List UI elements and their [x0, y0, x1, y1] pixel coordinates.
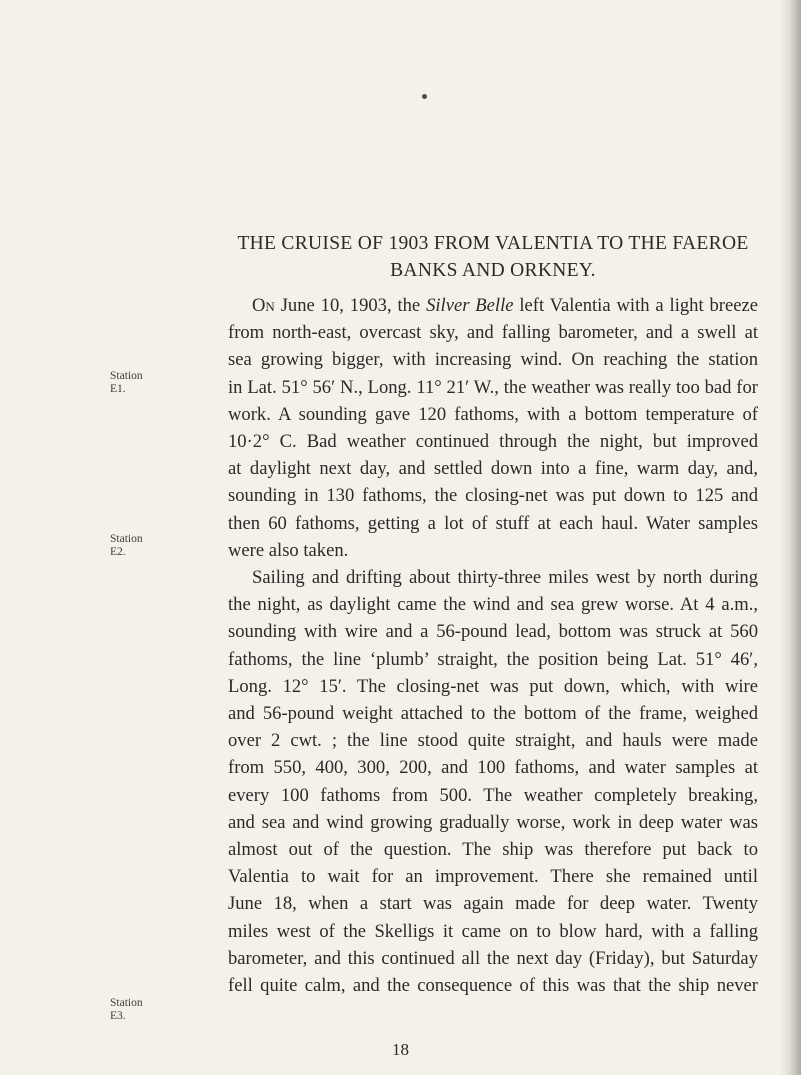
paragraph-1-line: sea growing bigger, with increasing wind. On reaching the station [228, 349, 758, 371]
paragraph-1-line: 10·2° C. Bad weather continued through the night, but improved [228, 431, 758, 453]
page-edge-shadow [779, 0, 801, 1075]
margin-note-station-e3 [110, 997, 158, 1022]
margin-note-label: Station [110, 997, 143, 1009]
margin-note-label: Station [110, 533, 143, 545]
paragraph-2-line: fathoms, the line ‘plumb’ straight, the position being Lat. 51° 46′, [228, 648, 758, 670]
paragraph-2-line: Sailing and drifting about thirty-three miles west by north during [252, 567, 758, 589]
paragraph-2-line: every 100 fathoms from 500. The weather completely breaking, [228, 784, 758, 806]
paragraph-2-line: and sea and wind growing gradually worse, work in deep water was [228, 811, 758, 833]
paragraph-1-line [228, 292, 758, 319]
margin-note-code: E2. [110, 545, 126, 558]
paragraph-2-line: June 18, when a start was again made for deep water. Twenty [228, 893, 758, 915]
paragraph-2-line: fell quite calm, and the consequence of this was that the ship never [228, 975, 758, 997]
paragraph-1-line: work. A sounding gave 120 fathoms, with a bottom temperature of [228, 403, 758, 425]
paragraph-2-line: Long. 12° 15′. The closing-net was put down, which, with wire [228, 675, 758, 697]
paragraph-2-line: over 2 cwt. ; the line stood quite straight, and hauls were made [228, 730, 758, 752]
margin-note-code: E3. [110, 1009, 126, 1022]
page-title: THE CRUISE OF 1903 FROM VALENTIA TO THE FAEROE BANKS AND ORKNEY. [237, 233, 749, 281]
paragraph-1-line: then 60 fathoms, getting a lot of stuff at each haul. Water samples [228, 512, 758, 534]
paragraph-1-line: were also taken. [228, 539, 349, 561]
margin-note-code: E1. [110, 382, 126, 395]
paragraph-2-line: almost out of the question. The ship was therefore put back to [228, 839, 758, 861]
margin-note-station-e2 [110, 533, 158, 558]
paragraph-2-line: from 550, 400, 300, 200, and 100 fathoms, and water samples at [228, 757, 758, 779]
paragraph-2-line: Valentia to wait for an improvement. There she remained until [228, 866, 758, 888]
margin-note-label: Station [110, 370, 143, 382]
paragraph-2-line: miles west of the Skelligs it came on to blow hard, with a falling [228, 920, 758, 942]
ship-name: Silver Belle [426, 295, 514, 316]
paragraph-2-line: and 56-pound weight attached to the bottom of the frame, weighed [228, 703, 758, 725]
paragraph-2-line: sounding with wire and a 56-pound lead, bottom was struck at 560 [228, 621, 758, 643]
opening-word: On [252, 295, 275, 316]
paragraph-1-line: sounding in 130 fathoms, the closing-net was put down to 125 and [228, 485, 758, 507]
ink-dot [422, 94, 427, 99]
page-number: 18 [392, 1040, 409, 1059]
paragraph-2-line: barometer, and this continued all the next day (Friday), but Saturday [228, 947, 758, 969]
margin-note-station-e1 [110, 370, 158, 395]
paragraph-2-line: the night, as daylight came the wind and sea grew worse. At 4 a.m., [228, 594, 758, 616]
paragraph-1-line: at daylight next day, and settled down into a fine, warm day, and, [228, 458, 758, 480]
line-segment: left Valentia with a light breeze [513, 295, 758, 316]
paragraph-1-line: from north-east, overcast sky, and falling barometer, and a swell at [228, 322, 758, 344]
paragraph-1-line: in Lat. 51° 56′ N., Long. 11° 21′ W., the weather was really too bad for [228, 376, 758, 398]
body-text [228, 292, 758, 999]
line-segment: June 10, 1903, the [274, 295, 427, 316]
